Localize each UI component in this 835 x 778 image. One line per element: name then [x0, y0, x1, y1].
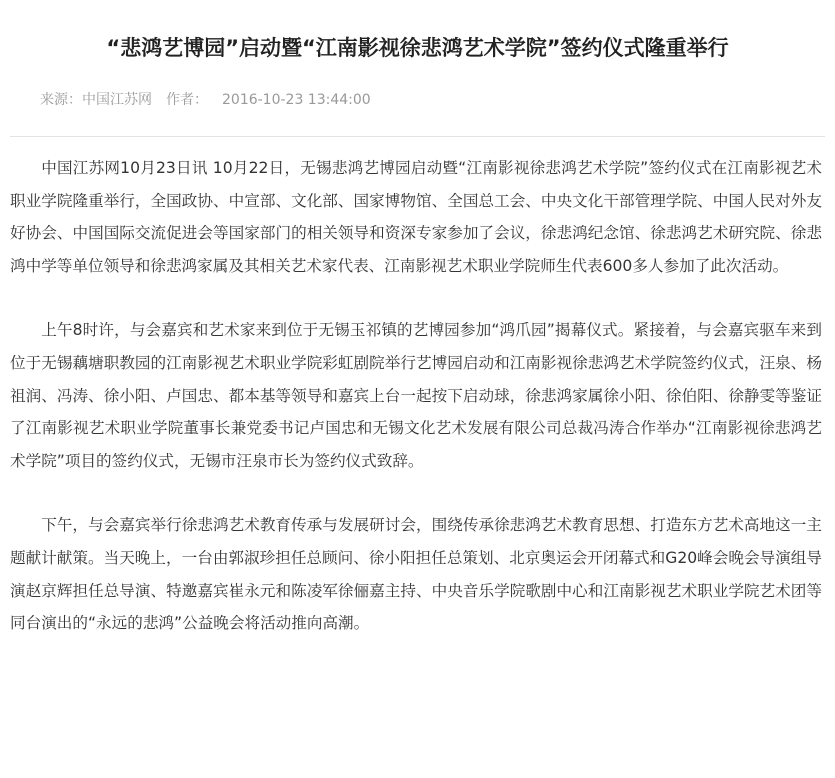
article-body [10, 152, 822, 672]
paragraph: 上午8时许，与会嘉宾和艺术家来到位于无锡玉祁镇的艺博园参加“鸿爪园”揭幕仪式。紧接着，与会嘉宾驱车来到位于无锡藕塘职教园的江南影视艺术职业学院彩虹剧院举行艺博园启动和江南影视徐悲鸿艺术学院签约仪式，汪泉、杨祖润、冯涛、徐小阳、卢国忠、都本基等领导和嘉宾上台一起按下启动球，徐悲鸿家属徐小阳、徐伯阳、徐静雯等鉴证了江南影视艺术职业学院董事长兼党委书记卢国忠和无锡文化艺术发展有限公司总裁冯涛合作举办“江南影视徐悲鸿艺术学院”项目的签约仪式，无锡市汪泉市长为签约仪式致辞。 [10, 321, 822, 470]
article-meta [40, 88, 371, 112]
article-title: “悲鸿艺博园”启动暨“江南影视徐悲鸿艺术学院”签约仪式隆重举行 [106, 36, 729, 61]
source-name: 中国江苏网 [82, 92, 152, 108]
author-label: 作者： [166, 92, 208, 108]
source-label: 来源： [40, 92, 82, 108]
meta-divider [10, 136, 825, 137]
paragraph: 下午，与会嘉宾举行徐悲鸿艺术教育传承与发展研讨会，围绕传承徐悲鸿艺术教育思想、打造东方艺术高地这一主题献计献策。当天晚上，一台由郭淑珍担任总顾问、徐小阳担任总策划、北京奥运会开闭幕式和G20峰会晚会导演组导演赵京辉担任总导演、特邀嘉宾崔永元和陈凌军徐俪嘉主持、中央音乐学院歌剧中心和江南影视艺术职业学院艺术团等同台演出的“永远的悲鸿”公益晚会将活动推向高潮。 [10, 516, 822, 633]
paragraph: 中国江苏网10月23日讯 10月22日，无锡悲鸿艺博园启动暨“江南影视徐悲鸿艺术学院”签约仪式在江南影视艺术职业学院隆重举行，全国政协、中宣部、文化部、国家博物馆、全国总工会、中央文化干部管理学院、中国人民对外友好协会、中国国际交流促进会等国家部门的相关领导和资深专家参加了会议，徐悲鸿纪念馆、徐悲鸿艺术研究院、徐悲鸿中学等单位领导和徐悲鸿家属及其相关艺术家代表、江南影视艺术职业学院师生代表600多人参加了此次活动。 [10, 159, 822, 275]
publish-datetime: 2016-10-23 13:44:00 [222, 92, 371, 108]
